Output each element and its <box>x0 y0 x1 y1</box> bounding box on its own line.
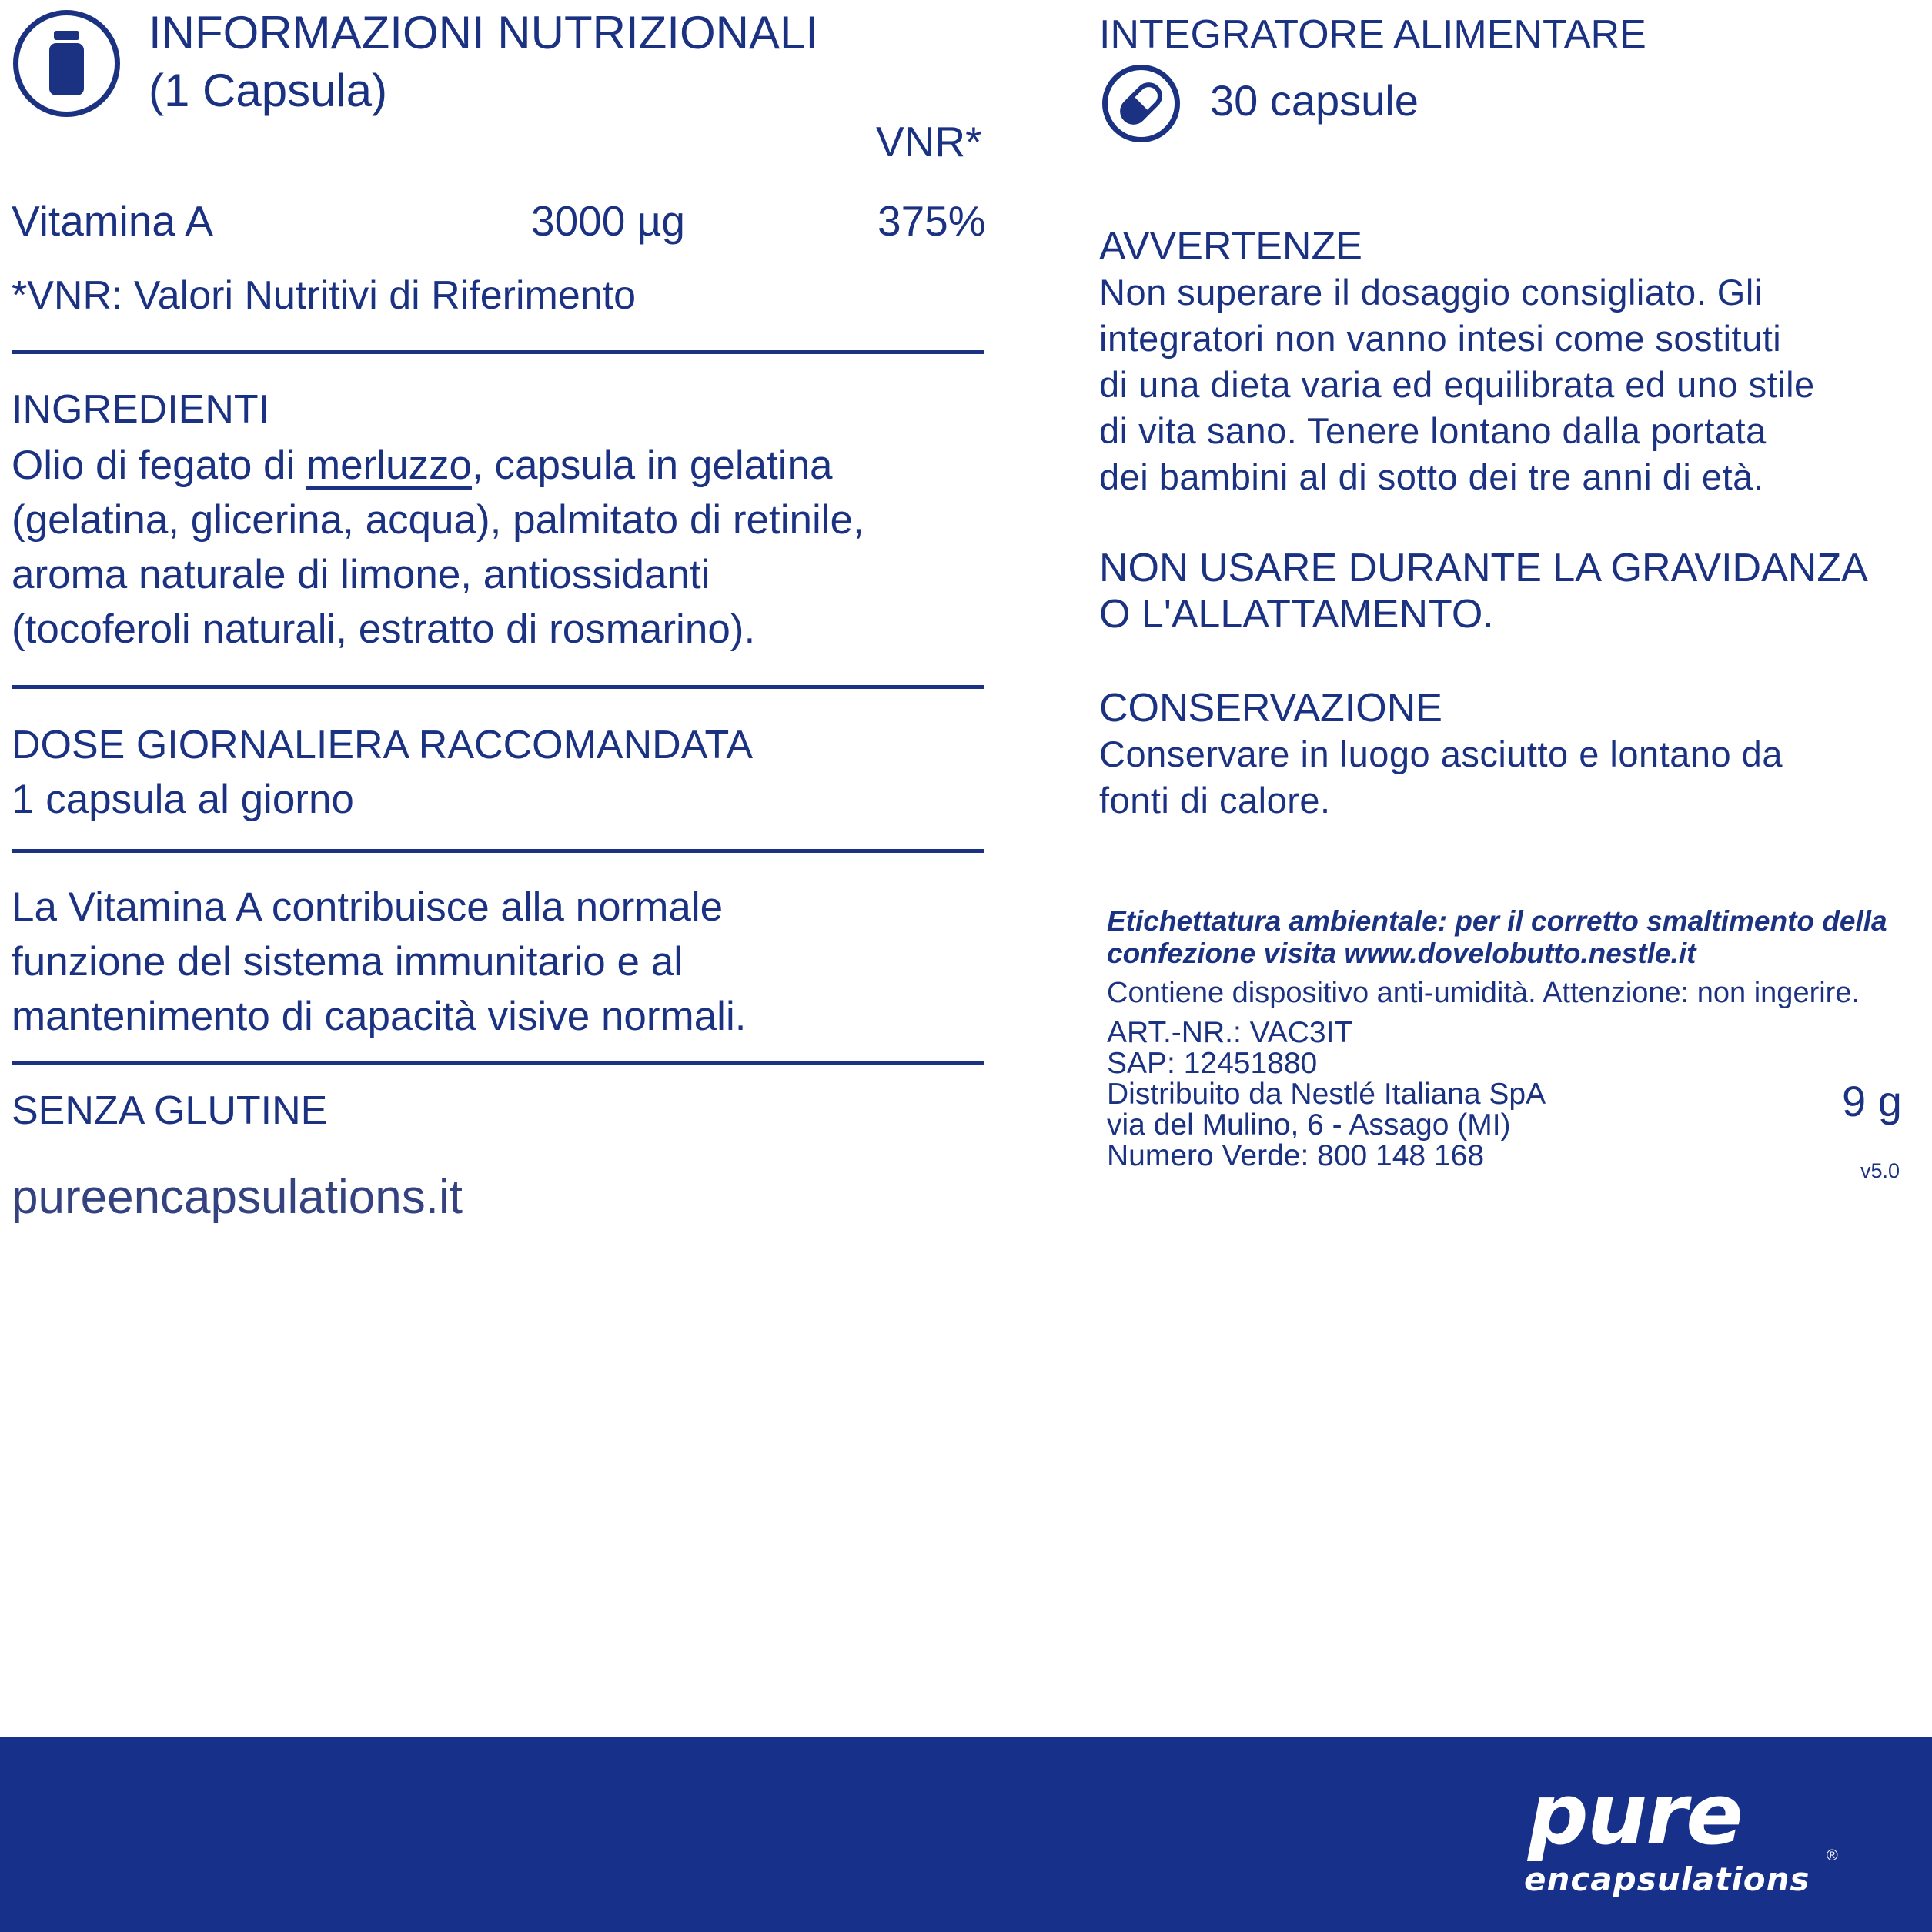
distributor-address: via del Mulino, 6 - Assago (MI) <box>1107 1108 1511 1141</box>
nutrition-title-line2: (1 Capsula) <box>149 65 388 116</box>
claim-line1: La Vitamina A contribuisce alla normale <box>12 884 724 930</box>
distributor: Distribuito da Nestlé Italiana SpA <box>1107 1078 1546 1111</box>
warnings-text <box>1099 269 1815 500</box>
divider <box>12 849 984 853</box>
environmental-label <box>1107 905 1887 970</box>
vnr-footnote: *VNR: Valori Nutritivi di Riferimento <box>12 273 637 318</box>
ingredients-line3: aroma naturale di limone, antiossidanti <box>12 552 710 597</box>
warnings-line: integratori non vanno intesi come sostituti <box>1099 318 1782 359</box>
article-number: ART.-NR.: VAC3IT <box>1107 1016 1353 1049</box>
label-version: v5.0 <box>1860 1159 1900 1182</box>
desiccant-notice: Contiene dispositivo anti-umidità. Attenzione: non ingerire. <box>1107 977 1860 1009</box>
ingredients-heading: INGREDIENTI <box>12 387 270 432</box>
gluten-free-label: SENZA GLUTINE <box>12 1088 328 1133</box>
product-type: INTEGRATORE ALIMENTARE <box>1099 12 1646 57</box>
nutrition-title-line1: INFORMAZIONI NUTRIZIONALI <box>149 7 818 58</box>
nutrient-amount: 3000 µg <box>531 197 685 245</box>
vnr-column-header: VNR* <box>876 118 982 165</box>
registered-mark: ® <box>1827 1847 1838 1864</box>
warnings-line: di vita sano. Tenere lontano dalla portata <box>1099 410 1767 451</box>
ingredients-line1-part: Olio di fegato di <box>12 443 307 488</box>
warnings-line: dei bambini al di sotto dei tre anni di età. <box>1099 456 1764 497</box>
pregnancy-line1: NON USARE DURANTE LA GRAVIDANZA <box>1099 546 1868 590</box>
env-line1: Etichettatura ambientale: per il corretto smaltimento della <box>1107 905 1887 937</box>
nutrient-name: Vitamina A <box>12 197 213 245</box>
warnings-heading: AVVERTENZE <box>1099 224 1362 269</box>
storage-line1: Conservare in luogo asciutto e lontano da <box>1099 734 1783 774</box>
claim-line2: funzione del sistema immunitario e al <box>12 939 683 984</box>
brand-logo-word: pure <box>1528 1765 1742 1863</box>
divider <box>12 1061 984 1065</box>
storage-line2: fonti di calore. <box>1099 780 1331 821</box>
health-claim <box>12 880 746 1044</box>
dose-heading: DOSE GIORNALIERA RACCOMANDATA <box>12 723 754 767</box>
ingredients-line4: (tocoferoli naturali, estratto di rosmarino). <box>12 607 756 652</box>
env-line2: confezione visita www.dovelobutto.nestle.it <box>1107 938 1696 969</box>
claim-line3: mantenimento di capacità visive normali. <box>12 994 747 1039</box>
dose-text: 1 capsula al giorno <box>12 777 354 822</box>
warnings-line: di una dieta varia ed equilibrata ed uno stile <box>1099 364 1815 405</box>
divider <box>12 685 984 689</box>
net-weight: 9 g <box>1842 1077 1902 1125</box>
sap-number: SAP: 12451880 <box>1107 1047 1318 1080</box>
ingredients-line1-rest: , capsula in gelatina <box>472 443 833 488</box>
ingredients-line2: (gelatina, glicerina, acqua), palmitato di retinile, <box>12 497 864 543</box>
nutrition-title <box>149 4 818 119</box>
toll-free-number: Numero Verde: 800 148 168 <box>1107 1139 1485 1172</box>
ingredients-text <box>12 438 864 657</box>
divider <box>12 350 984 354</box>
allergen-merluzzo: merluzzo <box>306 443 473 488</box>
storage-text <box>1099 731 1783 824</box>
pregnancy-line2: O L'ALLATTAMENTO. <box>1099 592 1494 637</box>
product-codes <box>1107 1018 1546 1172</box>
capsule-icon <box>1101 63 1182 144</box>
brand-logo-subtitle: encapsulations <box>1524 1860 1810 1898</box>
website-url: pureencapsulations.it <box>12 1171 463 1224</box>
capsule-count: 30 capsule <box>1210 76 1419 125</box>
nutrient-vnr: 375% <box>877 197 986 245</box>
pregnancy-warning <box>1099 545 1868 637</box>
warnings-line: Non superare il dosaggio consigliato. Gli <box>1099 272 1763 313</box>
bottle-icon <box>11 8 122 119</box>
ingredients-line1 <box>12 438 864 493</box>
storage-heading: CONSERVAZIONE <box>1099 686 1442 730</box>
